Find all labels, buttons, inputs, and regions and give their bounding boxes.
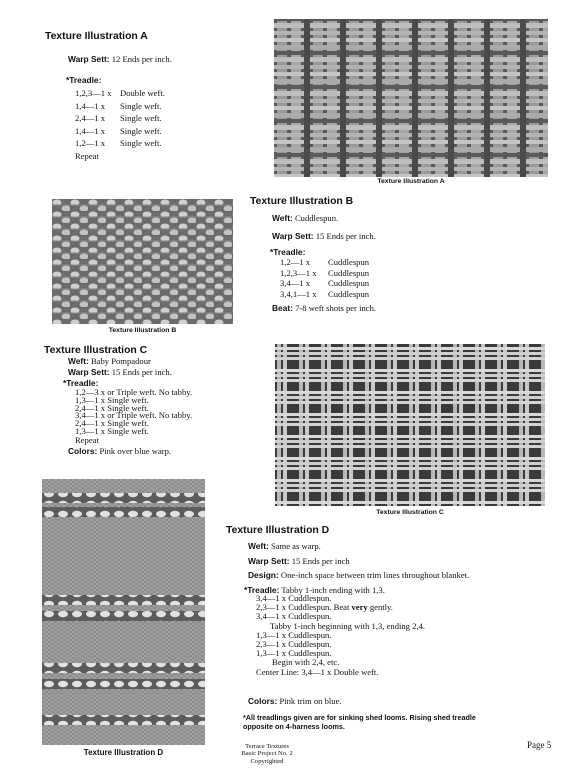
- weft-value: Cuddlespun.: [294, 213, 339, 223]
- texture-d-caption: Texture Illustration D: [83, 748, 164, 757]
- weft-label: Weft:: [248, 541, 269, 551]
- treadle-line: Center Line: 3,4—1 x Double weft.: [256, 666, 379, 677]
- treadle-line: Tabby 1-inch beginning with 1,3, ending 2,4.: [270, 620, 426, 631]
- texture-d-colors: [248, 696, 342, 707]
- credit-line-3: Copyrighted: [250, 757, 284, 765]
- texture-a-treadle-label: *Treadle:: [66, 75, 102, 85]
- credit-line-1: Terrace Textures: [245, 743, 289, 750]
- treadle-desc: Cuddlespun: [328, 257, 370, 267]
- texture-a-treadle-list: [75, 87, 165, 163]
- texture-b-treadle-label: *Treadle:: [270, 247, 306, 257]
- weft-label: Weft:: [272, 213, 293, 223]
- page-number: Page 5: [527, 740, 552, 750]
- texture-b-treadle-list: [280, 257, 369, 299]
- treadle-desc: Single weft.: [120, 125, 162, 136]
- design-value: One-inch space between trim lines throughout blanket.: [280, 570, 470, 580]
- treadle-line: 2,4—1 x Single weft.: [75, 418, 149, 429]
- colors-label: Colors:: [248, 696, 278, 706]
- treadle-desc: Cuddlespun: [328, 288, 370, 299]
- treadle-desc: Single weft.: [120, 113, 162, 124]
- texture-c-treadle-label: *Treadle:: [63, 378, 99, 388]
- texture-c-repeat: Repeat: [75, 435, 99, 445]
- footnote-line-2: opposite on 4-harness looms.: [243, 722, 345, 731]
- treadle-combo: 1,2,3—1 x: [280, 267, 317, 278]
- treadle-label: *Treadle:: [244, 585, 280, 595]
- colors-label: Colors:: [68, 446, 98, 456]
- treadle-row: [75, 125, 165, 138]
- treadle-desc: Cuddlespun: [328, 278, 370, 289]
- treadle-line: 2,3—1 x Cuddlespun.: [256, 639, 332, 650]
- warp-value: 15 Ends per inch.: [111, 367, 172, 377]
- treadle-line: 1,3—1 x Cuddlespun.: [256, 629, 332, 640]
- treadle-combo: 2,4—1 x: [75, 113, 106, 124]
- treadle-first: Tabby 1-inch ending with 1,3.: [281, 585, 385, 595]
- footnote-line-1: *All treadlings given are for sinking shed looms. Rising shed treadle: [243, 713, 476, 722]
- weft-value: Same as warp.: [270, 541, 321, 551]
- treadle-line: 3,4—1 x Cuddlespun.: [256, 593, 332, 603]
- warp-label: Warp Sett:: [68, 367, 110, 377]
- warp-value: 15 Ends per inch.: [315, 231, 376, 241]
- treadle-line: 3,4—1 x or Triple weft. No tabby.: [75, 410, 193, 421]
- texture-d-photo: [42, 479, 205, 745]
- texture-a-photo: [274, 19, 548, 177]
- texture-b-warp: [272, 231, 376, 242]
- credit-line-2: Basic Project No. 2: [241, 750, 293, 758]
- treadle-row: [280, 278, 369, 289]
- treadle-combo: 1,2—1 x: [280, 257, 311, 267]
- texture-c-treadle-list: [75, 389, 192, 436]
- colors-value: Pink trim on blue.: [279, 696, 342, 706]
- credit-block: [236, 743, 298, 765]
- texture-d-treadle-list: [256, 594, 425, 677]
- treadle-desc: Single weft.: [120, 138, 162, 149]
- treadle-combo: 1,2,3—1 x: [75, 88, 112, 98]
- texture-b-beat: [272, 303, 376, 314]
- texture-b-caption: Texture Illustration B: [108, 327, 177, 334]
- beat-value: 7-8 weft shots per inch.: [295, 303, 377, 313]
- treadle-combo: 1,2—1 x: [75, 138, 106, 149]
- treadle-desc: Single weft.: [120, 100, 162, 111]
- warp-value: 12 Ends per inch.: [111, 54, 172, 64]
- treadle-row: [75, 87, 165, 100]
- texture-a-caption: Texture Illustration A: [377, 178, 445, 185]
- texture-d-design: [248, 570, 469, 581]
- treadle-line: 3,4—1 x Cuddlespun.: [256, 611, 332, 622]
- treadle-line: Begin with 2,4, etc.: [272, 657, 340, 668]
- warp-label: Warp Sett:: [272, 231, 314, 241]
- texture-c-photo: [275, 344, 545, 506]
- treadle-row: [280, 268, 369, 279]
- warp-label: Warp Sett:: [68, 54, 110, 64]
- texture-a-warp: [68, 54, 172, 65]
- texture-c-warp: [68, 367, 172, 378]
- texture-a-title: Texture Illustration A: [45, 31, 148, 42]
- texture-b-title: Texture Illustration B: [250, 196, 354, 207]
- beat-label: Beat:: [272, 303, 293, 313]
- treadle-row: [280, 257, 369, 268]
- texture-d-weft: [248, 541, 321, 552]
- treadle-combo: 1,4—1 x: [75, 100, 106, 111]
- treadle-row: [280, 289, 369, 300]
- treadle-row: [75, 137, 165, 150]
- treadle-repeat: Repeat: [75, 150, 99, 161]
- texture-d-title: Texture Illustration D: [226, 525, 330, 536]
- design-label: Design:: [248, 570, 279, 580]
- treadle-line: 1,2—3 x or Triple weft. No tabby.: [75, 387, 193, 397]
- weft-value: Baby Pompadour: [90, 356, 151, 366]
- treadle-line: 2,3—1 x Cuddlespun. Beat very gently.: [256, 602, 393, 613]
- treadle-line: 1,3—1 x Cuddlespun.: [256, 648, 332, 659]
- treadle-combo: 1,4—1 x: [75, 125, 106, 136]
- treadle-combo: 3,4,1—1 x: [280, 288, 317, 299]
- treadle-line: 2,4—1 x Single weft.: [75, 402, 149, 413]
- texture-c-colors: [68, 446, 171, 457]
- warp-label: Warp Sett:: [248, 556, 290, 566]
- colors-value: Pink over blue warp.: [99, 446, 172, 456]
- warp-value: 15 Ends per inch: [291, 556, 350, 566]
- treadle-combo: 3,4—1 x: [280, 278, 311, 289]
- treadle-desc: Cuddlespun: [328, 267, 370, 278]
- treadle-line: 1,3—1 x Single weft.: [75, 425, 149, 436]
- texture-c-title: Texture Illustration C: [44, 345, 148, 356]
- texture-b-photo: [52, 199, 233, 324]
- texture-d-warp: [248, 556, 350, 567]
- treadle-row: [75, 100, 165, 113]
- texture-c-caption: Texture Illustration C: [376, 509, 444, 516]
- treadle-desc: Double weft.: [120, 88, 165, 98]
- treadle-row: [75, 112, 165, 125]
- weft-label: Weft:: [68, 356, 89, 366]
- treadle-line: 1,3—1 x Single weft.: [75, 394, 149, 405]
- texture-b-weft: [272, 213, 338, 224]
- texture-c-weft: [68, 356, 151, 367]
